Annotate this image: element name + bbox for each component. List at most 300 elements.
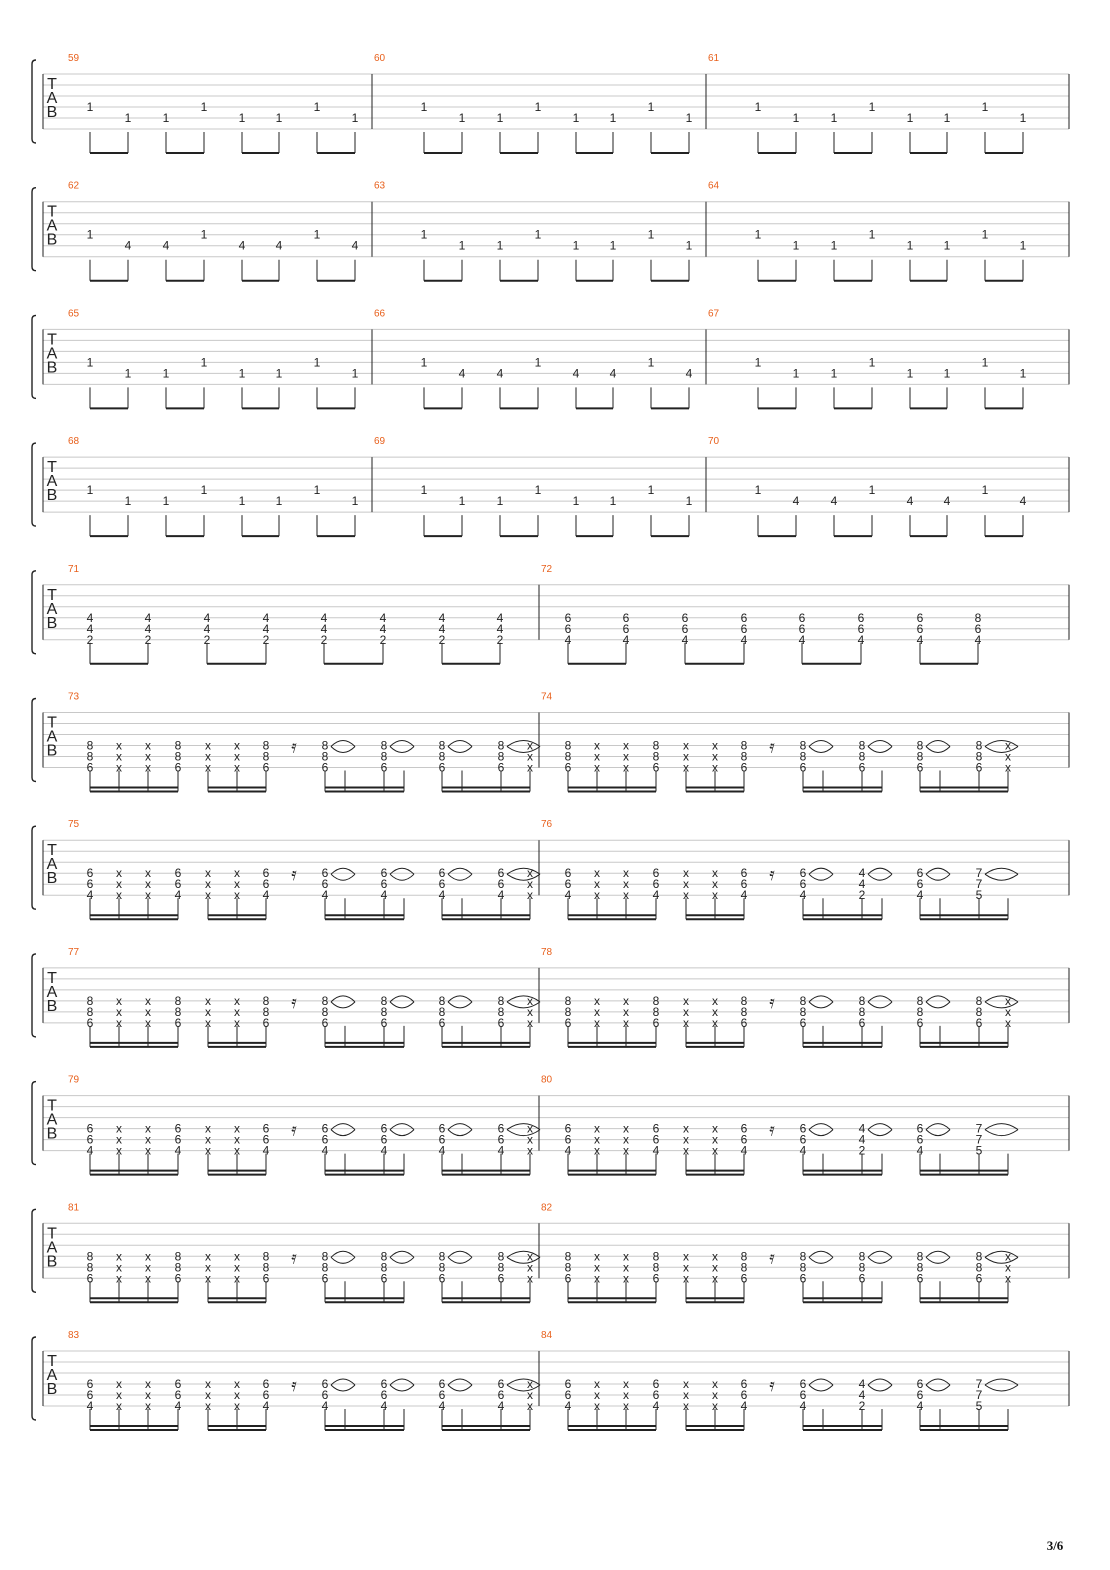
fret-number: 8 (858, 993, 866, 1008)
fret-number: 8 (564, 1004, 572, 1019)
measure-number: 76 (541, 819, 553, 831)
fret-number: 6 (497, 866, 505, 881)
fret-number: x (623, 1121, 629, 1136)
system-bracket (32, 188, 36, 271)
fret-number: 6 (86, 1271, 94, 1286)
fret-number: 6 (652, 1271, 660, 1286)
fret-number: 6 (174, 1015, 182, 1030)
fret-number: 1 (420, 483, 428, 498)
tab-clef-letter: A (46, 600, 58, 618)
fret-number: x (527, 1132, 533, 1147)
fret-number: 6 (798, 621, 806, 636)
fret-number: 4 (438, 1399, 446, 1413)
measure (68, 308, 359, 408)
fret-number: x (205, 760, 211, 775)
fret-number: 6 (564, 1388, 572, 1402)
fret-number: x (145, 888, 151, 903)
measure (539, 819, 1018, 919)
fret-number: x (623, 1260, 629, 1275)
fret-number: 4 (321, 1399, 329, 1413)
sixteenth-rest: 𝄿 (291, 1375, 297, 1395)
fret-number: x (116, 866, 122, 881)
fret-number: x (116, 1260, 122, 1275)
fret-number: 4 (262, 1399, 270, 1413)
fret-number: x (594, 1143, 600, 1158)
fret-number: x (205, 1399, 211, 1413)
fret-number: 6 (916, 1015, 924, 1030)
fret-number: 4 (564, 888, 572, 903)
fret-number: x (116, 877, 122, 892)
fret-number: x (1005, 749, 1011, 764)
tab-clef-letter: T (47, 842, 57, 860)
fret-number: 8 (916, 993, 924, 1008)
fret-number: x (712, 888, 718, 903)
fret-number: 6 (564, 610, 572, 625)
fret-number: 8 (438, 993, 446, 1008)
tab-clef-letter: B (46, 742, 58, 760)
measure (539, 947, 1018, 1047)
fret-number: 8 (858, 1004, 866, 1019)
fret-number: 1 (792, 111, 800, 125)
fret-number: 1 (943, 111, 951, 125)
fret-number: 1 (1019, 238, 1027, 253)
fret-number: 8 (174, 1004, 182, 1019)
fret-number: 8 (652, 1249, 660, 1264)
fret-number: x (527, 993, 533, 1008)
fret-number: 6 (857, 621, 865, 636)
tie-arc (926, 1002, 950, 1008)
tie-arc (448, 747, 472, 753)
fret-number: 8 (262, 993, 270, 1008)
fret-number: x (712, 1271, 718, 1286)
fret-number: 4 (792, 494, 800, 509)
tab-clef-letter: A (46, 1239, 58, 1257)
fret-number: 1 (162, 494, 170, 509)
fret-number: x (234, 1015, 240, 1030)
fret-number: x (205, 1271, 211, 1286)
tab-clef-letter: B (46, 1381, 58, 1398)
measure (372, 308, 693, 408)
fret-number: x (623, 1132, 629, 1147)
fret-number: 4 (858, 866, 866, 881)
fret-number: 6 (438, 760, 446, 775)
fret-number: 7 (975, 866, 983, 881)
fret-number: 1 (275, 366, 283, 381)
fret-number: 8 (438, 749, 446, 764)
fret-number: 6 (86, 1377, 94, 1391)
fret-number: 4 (496, 621, 504, 636)
tab-clef-letter: A (46, 728, 58, 746)
fret-number: 8 (174, 1249, 182, 1264)
fret-number: 4 (203, 610, 211, 625)
fret-number: 6 (858, 760, 866, 775)
tie-arc (331, 1130, 355, 1136)
tie-arc (390, 747, 414, 753)
fret-number: 8 (497, 1004, 505, 1019)
measure (706, 181, 1027, 281)
fret-number: x (594, 1121, 600, 1136)
measure (706, 436, 1027, 536)
fret-number: 4 (564, 632, 572, 647)
fret-number: 1 (313, 355, 321, 370)
tab-clef-letter: A (46, 856, 58, 874)
fret-number: x (116, 1015, 122, 1030)
fret-number: x (594, 888, 600, 903)
staff-system (32, 308, 1069, 408)
fret-number: 1 (162, 111, 170, 125)
fret-number: x (234, 888, 240, 903)
fret-number: 1 (313, 227, 321, 242)
fret-number: x (594, 1004, 600, 1019)
fret-number: 8 (321, 1249, 329, 1264)
fret-number: x (1005, 993, 1011, 1008)
fret-number: 8 (321, 1260, 329, 1275)
system-bracket (32, 571, 36, 654)
fret-number: 6 (799, 1132, 807, 1147)
fret-number: 4 (203, 621, 211, 636)
fret-number: 8 (858, 1260, 866, 1275)
fret-number: x (145, 1260, 151, 1275)
fret-number: 8 (86, 1004, 94, 1019)
fret-number: 1 (124, 494, 132, 509)
fret-number: 4 (86, 1399, 94, 1413)
fret-number: x (234, 1271, 240, 1286)
fret-number: 4 (174, 888, 182, 903)
fret-number: 6 (262, 866, 270, 881)
fret-number: 1 (275, 111, 283, 125)
fret-number: 6 (740, 621, 748, 636)
fret-number: x (594, 1249, 600, 1264)
fret-number: x (623, 993, 629, 1008)
fret-number: 8 (975, 738, 983, 753)
fret-number: 1 (981, 483, 989, 498)
fret-number: 8 (799, 1004, 807, 1019)
fret-number: 1 (124, 111, 132, 125)
tie-arc (985, 1002, 1018, 1008)
measure-number: 59 (68, 53, 80, 64)
fret-number: 1 (572, 111, 580, 125)
fret-number: 4 (438, 888, 446, 903)
fret-number: 8 (321, 749, 329, 764)
fret-number: 6 (380, 1132, 388, 1147)
fret-number: 1 (313, 100, 321, 114)
fret-number: 6 (321, 760, 329, 775)
fret-number: 8 (497, 1260, 505, 1275)
fret-number: 8 (740, 738, 748, 753)
fret-number: 1 (868, 227, 876, 242)
fret-number: x (712, 1399, 718, 1413)
fret-number: 1 (981, 100, 989, 114)
fret-number: 6 (438, 877, 446, 892)
fret-number: 6 (652, 1132, 660, 1147)
fret-number: 6 (174, 1121, 182, 1136)
fret-number: 7 (975, 1377, 983, 1391)
fret-number: 4 (262, 621, 270, 636)
fret-number: 4 (858, 1121, 866, 1136)
fret-number: 6 (916, 1132, 924, 1147)
fret-number: 4 (609, 366, 617, 381)
fret-number: 8 (262, 738, 270, 753)
fret-number: 6 (916, 621, 924, 636)
fret-number: 8 (975, 993, 983, 1008)
tab-clef-letter: T (47, 76, 57, 93)
fret-number: x (712, 877, 718, 892)
fret-number: 2 (379, 632, 387, 647)
fret-number: 1 (86, 100, 94, 114)
fret-number: 6 (380, 866, 388, 881)
fret-number: x (623, 888, 629, 903)
measure (68, 1075, 540, 1175)
fret-number: 4 (438, 1143, 446, 1158)
fret-number: 8 (564, 738, 572, 753)
sixteenth-rest: 𝄿 (769, 991, 775, 1012)
fret-number: 8 (321, 738, 329, 753)
staff-system (32, 1202, 1069, 1302)
fret-number: 8 (740, 749, 748, 764)
fret-number: x (712, 738, 718, 753)
fret-number: 6 (975, 760, 983, 775)
tie-arc (448, 1130, 472, 1136)
fret-number: x (527, 1143, 533, 1158)
fret-number: x (116, 749, 122, 764)
tab-clef-letter: B (46, 1125, 58, 1143)
fret-number: 6 (916, 877, 924, 892)
fret-number: 6 (262, 760, 270, 775)
fret-number: 4 (262, 610, 270, 625)
fret-number: 2 (320, 632, 328, 647)
fret-number: 1 (754, 100, 762, 114)
fret-number: 8 (262, 1004, 270, 1019)
fret-number: 8 (438, 738, 446, 753)
fret-number: 8 (975, 1260, 983, 1275)
tie-arc (868, 874, 892, 880)
tie-arc (868, 1257, 892, 1263)
fret-number: 1 (200, 355, 208, 370)
fret-number: x (145, 1399, 151, 1413)
fret-number: x (527, 866, 533, 881)
sixteenth-rest: 𝄿 (769, 864, 775, 885)
fret-number: 4 (321, 1143, 329, 1158)
fret-number: x (683, 760, 689, 775)
fret-number: x (594, 1377, 600, 1391)
fret-number: x (712, 1388, 718, 1402)
fret-number: x (145, 1132, 151, 1147)
tie-arc (809, 1257, 833, 1263)
fret-number: 4 (799, 1143, 807, 1158)
fret-number: x (683, 1121, 689, 1136)
fret-number: 6 (321, 1015, 329, 1030)
tie-arc (390, 1257, 414, 1263)
fret-number: x (145, 760, 151, 775)
fret-number: 1 (609, 494, 617, 509)
fret-number: x (683, 877, 689, 892)
fret-number: 1 (124, 366, 132, 381)
fret-number: 6 (321, 1271, 329, 1286)
fret-number: x (623, 1399, 629, 1413)
tie-arc (809, 874, 833, 880)
tie-arc (507, 747, 540, 753)
fret-number: 6 (916, 1377, 924, 1391)
fret-number: 6 (438, 1388, 446, 1402)
system-bracket (32, 826, 36, 909)
fret-number: 6 (681, 610, 689, 625)
tab-clef-letter: A (46, 983, 58, 1001)
fret-number: x (527, 877, 533, 892)
fret-number: 4 (916, 1143, 924, 1158)
fret-number: x (205, 1121, 211, 1136)
fret-number: 4 (380, 1399, 388, 1413)
measure-number: 61 (708, 53, 720, 64)
fret-number: 1 (868, 100, 876, 114)
fret-number: x (683, 1271, 689, 1286)
fret-number: 8 (799, 749, 807, 764)
fret-number: 1 (685, 238, 693, 253)
fret-number: 6 (438, 1132, 446, 1147)
fret-number: 1 (647, 227, 655, 242)
fret-number: 6 (975, 1271, 983, 1286)
fret-number: x (1005, 1249, 1011, 1264)
measure (706, 308, 1027, 408)
measure (68, 947, 540, 1047)
fret-number: 6 (799, 866, 807, 881)
fret-number: 1 (86, 227, 94, 242)
fret-number: 8 (174, 1260, 182, 1275)
fret-number: 1 (830, 238, 838, 253)
fret-number: 4 (497, 1399, 505, 1413)
system-bracket (32, 1082, 36, 1165)
system-bracket (32, 60, 36, 143)
fret-number: 2 (262, 632, 270, 647)
tie-arc (507, 874, 540, 880)
fret-number: 4 (124, 238, 132, 253)
fret-number: 6 (740, 610, 748, 625)
fret-number: x (623, 877, 629, 892)
fret-number: x (145, 1143, 151, 1158)
fret-number: 8 (799, 1260, 807, 1275)
tab-clef-letter: A (46, 1111, 58, 1129)
fret-number: x (116, 1143, 122, 1158)
fret-number: 4 (652, 1143, 660, 1158)
fret-number: 6 (916, 1271, 924, 1286)
measure-number: 68 (68, 436, 80, 448)
measure-number: 82 (541, 1202, 553, 1214)
fret-number: x (205, 1260, 211, 1275)
fret-number: 6 (974, 621, 982, 636)
fret-number: x (116, 1249, 122, 1264)
fret-number: x (683, 1015, 689, 1030)
fret-number: 1 (981, 355, 989, 370)
fret-number: 4 (262, 888, 270, 903)
fret-number: x (234, 1260, 240, 1275)
fret-number: 4 (857, 632, 865, 647)
measure-number: 78 (541, 946, 553, 958)
tab-clef-letter: B (46, 614, 58, 632)
fret-number: 6 (740, 1121, 748, 1136)
fret-number: x (205, 1132, 211, 1147)
measure-number: 70 (708, 436, 720, 448)
tab-clef-letter: B (46, 1253, 58, 1271)
fret-number: 6 (174, 877, 182, 892)
tie-arc (868, 747, 892, 753)
fret-number: x (683, 1388, 689, 1402)
fret-number: x (594, 1015, 600, 1030)
fret-number: 1 (943, 366, 951, 381)
sixteenth-rest: 𝄿 (769, 1247, 775, 1268)
fret-number: 8 (916, 1004, 924, 1019)
fret-number: x (683, 866, 689, 881)
fret-number: 1 (754, 227, 762, 242)
fret-number: 4 (320, 621, 328, 636)
fret-number: x (234, 1249, 240, 1264)
fret-number: 6 (497, 1132, 505, 1147)
fret-number: 7 (975, 1121, 983, 1136)
fret-number: 6 (652, 1121, 660, 1136)
fret-number: x (623, 1377, 629, 1391)
tie-arc (926, 1257, 950, 1263)
fret-number: 4 (458, 366, 466, 381)
tie-arc (809, 1002, 833, 1008)
tab-clef-letter: A (46, 217, 58, 235)
measure-number: 75 (68, 819, 80, 831)
fret-number: 4 (438, 610, 446, 625)
fret-number: x (145, 993, 151, 1008)
tie-arc (809, 1385, 833, 1391)
fret-number: x (145, 749, 151, 764)
tie-arc (507, 1002, 540, 1008)
fret-number: 6 (564, 621, 572, 636)
fret-number: x (116, 1377, 122, 1391)
measure-number: 74 (541, 691, 553, 703)
fret-number: x (1005, 1004, 1011, 1019)
fret-number: x (683, 1143, 689, 1158)
tie-arc (985, 1257, 1018, 1263)
fret-number: 1 (162, 366, 170, 381)
fret-number: 1 (943, 238, 951, 253)
fret-number: x (116, 1271, 122, 1286)
measure (68, 564, 504, 664)
fret-number: 1 (200, 483, 208, 498)
fret-number: x (205, 1388, 211, 1402)
fret-number: 1 (830, 366, 838, 381)
fret-number: x (527, 1260, 533, 1275)
fret-number: 6 (740, 1271, 748, 1286)
fret-number: x (527, 760, 533, 775)
fret-number: 6 (564, 1271, 572, 1286)
fret-number: 8 (86, 749, 94, 764)
fret-number: 6 (652, 1015, 660, 1030)
fret-number: 2 (858, 888, 866, 903)
fret-number: 1 (1019, 111, 1027, 125)
fret-number: 8 (652, 749, 660, 764)
fret-number: 6 (438, 1015, 446, 1030)
fret-number: 1 (420, 355, 428, 370)
fret-number: 6 (916, 1121, 924, 1136)
fret-number: 8 (740, 1260, 748, 1275)
tie-arc (926, 874, 950, 880)
fret-number: 6 (740, 1132, 748, 1147)
fret-number: 4 (564, 1143, 572, 1158)
fret-number: 2 (203, 632, 211, 647)
fret-number: x (683, 993, 689, 1008)
fret-number: x (145, 877, 151, 892)
fret-number: 1 (685, 494, 693, 509)
fret-number: 4 (162, 238, 170, 253)
measure-number: 77 (68, 946, 80, 958)
fret-number: 6 (262, 1388, 270, 1402)
fret-number: 6 (740, 1388, 748, 1402)
measure (68, 1330, 540, 1430)
fret-number: 1 (351, 111, 359, 125)
